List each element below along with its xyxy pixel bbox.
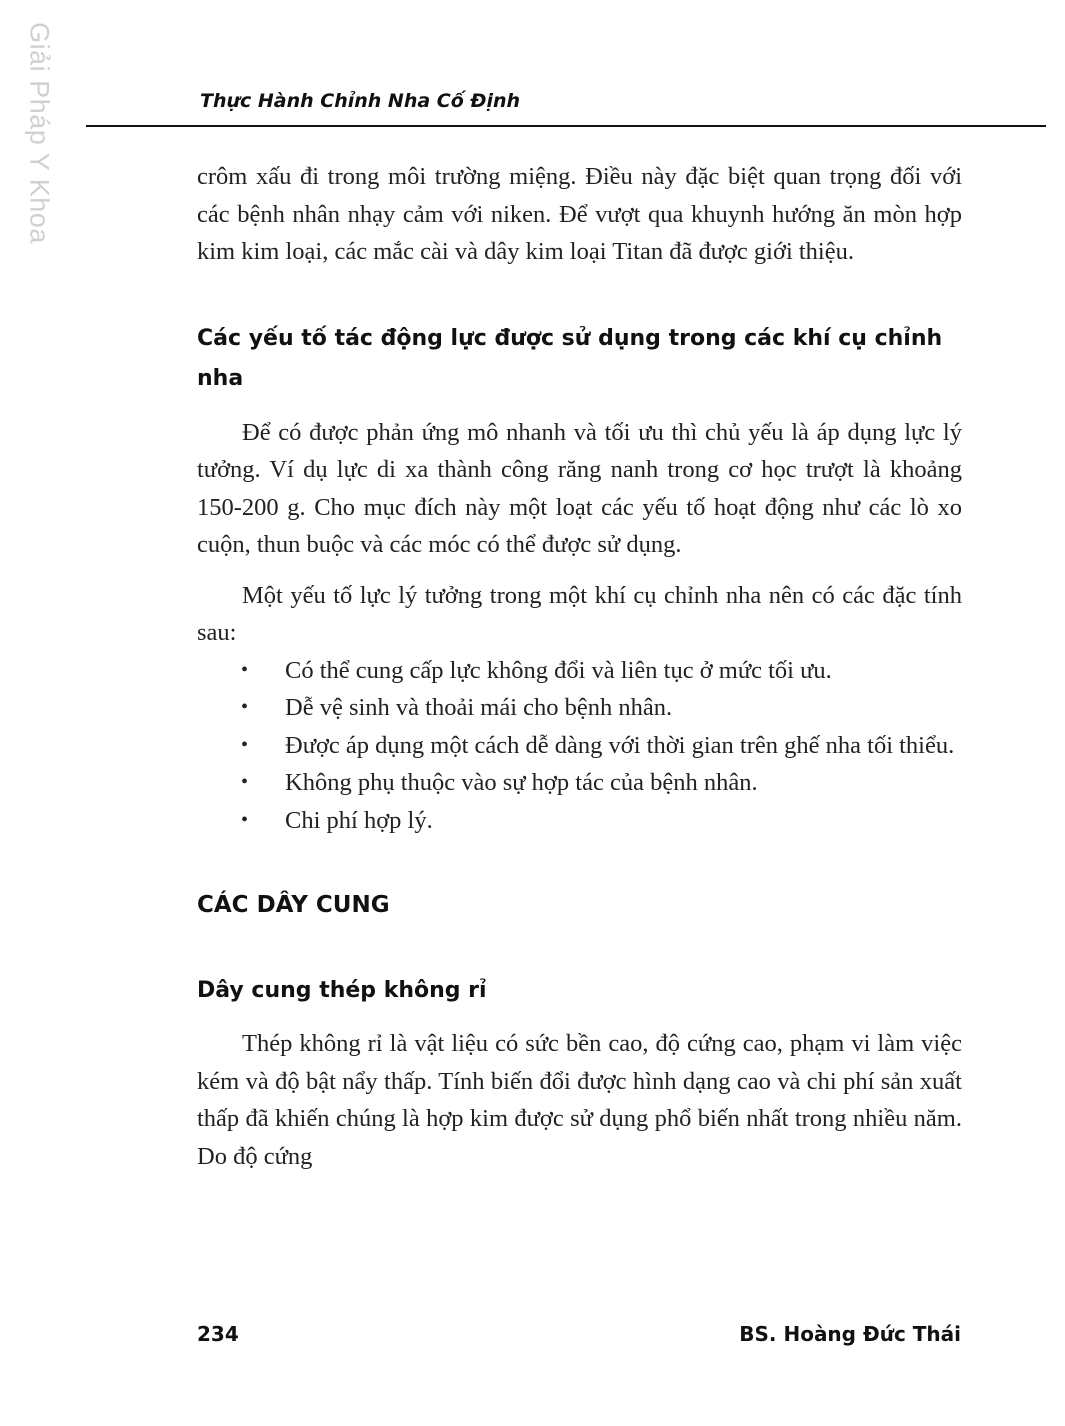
page-body [197, 158, 962, 1175]
stainless-steel-paragraph: Thép không rỉ là vật liệu có sức bền cao, độ cứng cao, phạm vi làm việc kém và độ bật nẩy thấp. Tính biến đổi được hình dạng cao và chi phí sản xuất thấp đã khiến chúng là hợp kim được sử dụng phổ biến nhất trong nhiều năm. Do độ cứng [197, 1030, 962, 1170]
section-heading-archwires: CÁC DÂY CUNG [197, 892, 390, 918]
running-header-title: Thực Hành Chỉnh Nha Cố Định [200, 90, 521, 112]
watermark [14, 18, 64, 248]
force-paragraph-1: Để có được phản ứng mô nhanh và tối ưu thì chủ yếu là áp dụng lực lý tưởng. Ví dụ lực di xa thành công răng nanh trong cơ học trượt là khoảng 150-200 g. Cho mục đích này một loạt các yếu tố hoạt động như các lò xo cuộn, thun buộc và các móc có thể được sử dụng. [197, 418, 962, 558]
list-item: • Có thể cung cấp lực không đổi và liên tục ở mức tối ưu. [197, 652, 962, 690]
subheading-stainless-steel: Dây cung thép không rỉ [197, 978, 487, 1003]
bullet-icon: • [241, 771, 249, 793]
list-item: • Không phụ thuộc vào sự hợp tác của bệnh nhân. [197, 764, 962, 802]
ideal-force-properties-list [197, 652, 962, 840]
bullet-icon: • [241, 658, 249, 681]
bullet-icon: • [241, 696, 249, 718]
watermark-text: Giải Pháp Y Khoa [24, 22, 55, 244]
bullet-icon: • [241, 808, 249, 831]
list-item: • Chi phí hợp lý. [197, 802, 962, 840]
list-item: • Được áp dụng một cách dễ dàng với thời gian trên ghế nha tối thiểu. [197, 727, 962, 765]
header-rule [86, 125, 1046, 127]
list-item: • Dễ vệ sinh và thoải mái cho bệnh nhân. [197, 689, 962, 727]
force-paragraph-2: Một yếu tố lực lý tưởng trong một khí cụ chỉnh nha nên có các đặc tính sau: [197, 581, 962, 646]
intro-paragraph: crôm xấu đi trong môi trường miệng. Điều này đặc biệt quan trọng đối với các bệnh nhân nhạy cảm với niken. Để vượt qua khuynh hướng ăn mòn hợp kim kim loại, các mắc cài và dây kim loại Titan đã được giới thiệu. [197, 163, 962, 265]
page-number: 234 [197, 1322, 239, 1346]
footer-author: BS. Hoàng Đức Thái [739, 1322, 961, 1346]
section-heading-force-elements: Các yếu tố tác động lực được sử dụng trong các khí cụ chỉnh nha [197, 325, 943, 391]
bullet-icon: • [241, 733, 249, 756]
